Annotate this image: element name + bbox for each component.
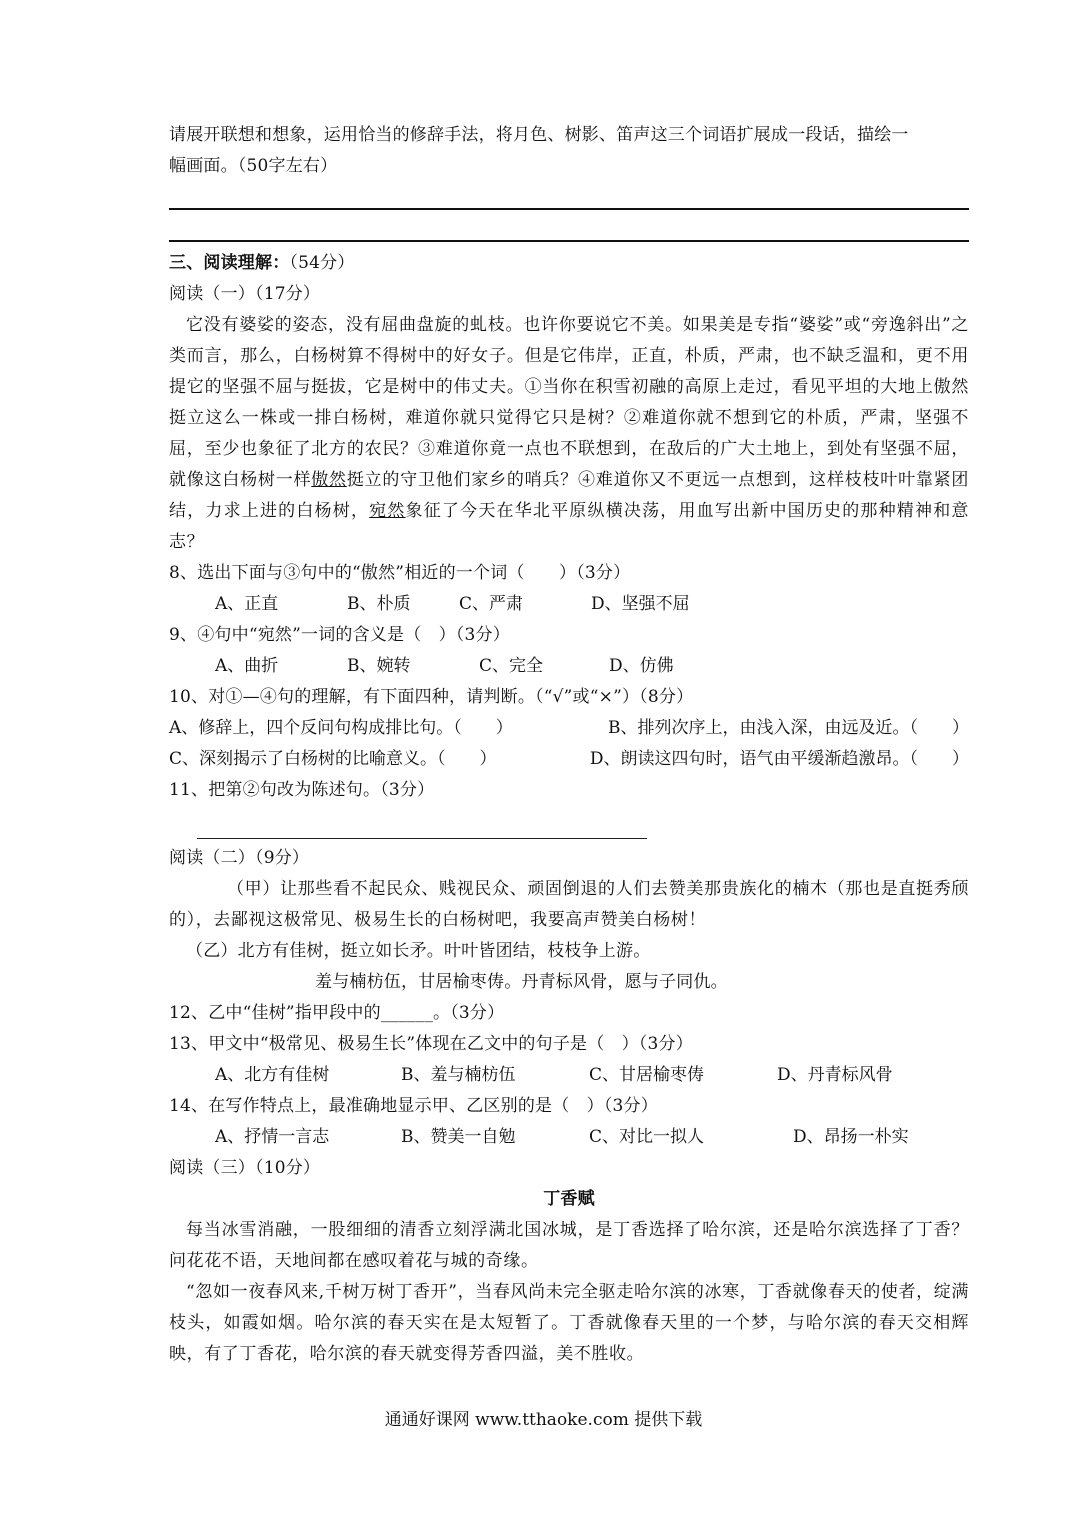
reading-2-heading: 阅读（二）（9分）: [169, 848, 310, 868]
question-14: 14、在写作特点上，最准确地显示甲、乙区别的是（ ）（3分）: [169, 1096, 658, 1116]
q10-item-d: D、朗读这四句时，语气由平缓渐趋激昂。（ ）: [589, 749, 969, 769]
q8-option-b: B、朴质: [347, 594, 411, 614]
q13-option-d: D、丹青标风骨: [777, 1065, 893, 1085]
reading-3-title: 丁香赋: [543, 1189, 595, 1209]
question-11: 11、把第②句改为陈述句。（3分）: [169, 780, 435, 800]
question-13-options: [169, 1060, 969, 1091]
reading-3-paragraph-2: “忽如一夜春风来,千树万树丁香开”，当春风尚未完全驱走哈尔滨的冰寒，丁香就像春天的使者，绽满枝头，如霞如烟。哈尔滨的春天实在是太短暂了。丁香就像春天里的一个梦，与哈尔滨的春天交相辉映，有了丁香花，哈尔滨的春天就变得芳香四溢，美不胜收。: [169, 1282, 969, 1364]
reading-2-yi-line-1: （乙）北方有佳树，挺立如长矛。叶叶皆团结，枝枝争上游。: [186, 941, 651, 961]
q14-option-b: B、赞美一自勉: [401, 1127, 516, 1147]
question-10-row-2: [169, 744, 969, 775]
section-3-label: 三、阅读理解：: [169, 253, 290, 273]
intro-line-1: 请展开联想和想象，运用恰当的修辞手法，将月色、树影、笛声这三个词语扩展成一段话，描绘一: [169, 125, 909, 145]
question-12: 12、乙中“佳树”指甲段中的______。（3分）: [169, 1003, 505, 1023]
q9-option-a: A、曲折: [215, 656, 279, 676]
question-8: 8、选出下面与③句中的“傲然”相近的一个词（ ）（3分）: [169, 563, 631, 583]
q8-option-c: C、严肃: [459, 594, 524, 614]
q10-item-c: C、深刻揭示了白杨树的比喻意义。（ ）: [169, 749, 497, 769]
reading-2-jia: （甲）让那些看不起民众、贱视民众、顽固倒退的人们去赞美那贵族化的楠木（那也是直挺秀颀的），去鄙视这极常见、极易生长的白杨树吧，我要高声赞美白杨树！: [169, 879, 969, 930]
question-8-options: [169, 589, 969, 620]
q14-option-d: D、昂扬一朴实: [793, 1127, 909, 1147]
q10-item-a: A、修辞上，四个反问句构成排比句。（ ）: [169, 718, 513, 738]
q10-item-b: B、排列次序上，由浅入深，由远及近。（ ）: [608, 718, 969, 738]
q13-option-c: C、甘居榆枣俦: [589, 1065, 705, 1085]
reading-3-heading: 阅读（三）（10分）: [169, 1158, 321, 1178]
reading-1-heading: 阅读（一）（17分）: [169, 284, 321, 304]
section-3-score: （54分）: [289, 253, 355, 273]
exam-page: [169, 120, 969, 1370]
q9-option-c: C、完全: [479, 656, 544, 676]
q14-option-c: C、对比一拟人: [589, 1127, 705, 1147]
q13-option-a: A、北方有佳树: [215, 1065, 330, 1085]
reading-2-yi-line-2: 羞与楠枋伍，甘居榆枣俦。丹青标风骨，愿与子同仇。: [315, 972, 728, 992]
question-13: 13、甲文中“极常见、极易生长”体现在乙文中的句子是（ ）（3分）: [169, 1034, 693, 1054]
q13-option-b: B、羞与楠枋伍: [401, 1065, 516, 1085]
reading-3-paragraph-1: 每当冰雪消融，一股细细的清香立刻浮满北国冰城，是丁香选择了哈尔滨，还是哈尔滨选择了丁香？问花花不语，天地间都在感叹着花与城的奇缘。: [169, 1220, 969, 1271]
q14-option-a: A、抒情一言志: [215, 1127, 330, 1147]
question-9: 9、④句中“宛然”一词的含义是（ ）（3分）: [169, 625, 510, 645]
question-10: 10、对①—④句的理解，有下面四种，请判断。（“√”或“×”）（8分）: [169, 687, 694, 707]
q8-option-d: D、坚强不屈: [591, 594, 690, 614]
q9-option-d: D、仿佛: [609, 656, 674, 676]
section-3-title: [169, 248, 969, 279]
reading-1-passage: 它没有婆娑的姿态，没有屈曲盘旋的虬枝。也许你要说它不美。如果美是专指“婆娑”或“旁逸斜出”之类而言，那么，白杨树算不得树中的好女子。但是它伟岸，正直，朴质，严肃，也不缺乏温和，更不用提它的坚强不屈与挺拔，它是树中的伟丈夫。①当你在积雪初融的高原上走过，看见平坦的大地上傲然挺立这么一株或一排白杨树，难道你就只觉得它只是树？②难道你就不想到它的朴质，严肃，坚强不屈，至少也象征了北方的农民？③难道你竟一点也不联想到，在敌后的广大土地上，到处有坚强不屈，就像这白杨树一样傲然挺立的守卫他们家乡的哨兵？④难道你又不更远一点想到，这样枝枝叶叶靠紧团结，力求上进的白杨树，宛然象征了今天在华北平原纵横决荡，用血写出新中国历史的那种精神和意志？: [169, 315, 970, 552]
footer-source: 通通好课网 www.tthaoke.com 提供下载: [384, 1410, 703, 1430]
q8-option-a: A、正直: [215, 594, 279, 614]
intro-line-2: 幅画面。（50字左右）: [169, 156, 338, 176]
underlined-word-aoran: 傲然: [311, 470, 347, 490]
question-14-options: [169, 1122, 969, 1153]
question-10-row-1: [169, 713, 969, 744]
q9-option-b: B、婉转: [347, 656, 411, 676]
underlined-word-wanran: 宛然: [369, 501, 406, 521]
question-9-options: [169, 651, 969, 682]
